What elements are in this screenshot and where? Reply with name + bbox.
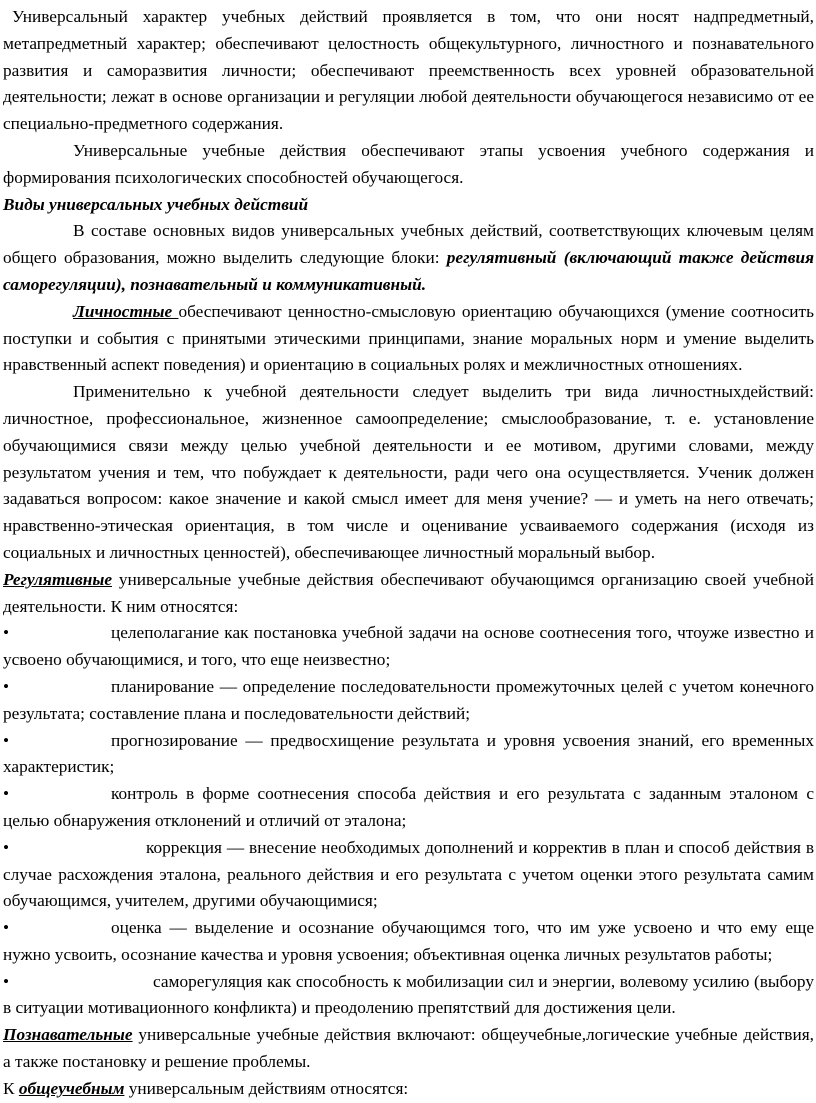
paragraph-regulatory bbox=[3, 567, 814, 621]
bullet-text: саморегуляция как способность к мобилизации сил и энергии, волевому усилию (выбору в ситуации мотивационного конфликта) и преодолению препятствий для достижения цели. bbox=[3, 971, 814, 1018]
paragraph-text: В составе основных видов универсальных учебных действий, соответствующих ключевым целям общего образования, можно выделить следующие блоки: bbox=[3, 221, 814, 268]
bullet-text: планирование — определение последовательности промежуточных целей с учетом конечного результата; составление плана и последовательности действий; bbox=[3, 676, 814, 723]
bullet-text: оценка — выделение и осознание обучающимся того, что им уже усвоено и что ему еще нужно усвоить, осознание качества и уровня усвоения; объективная оценка личных результатов работы; bbox=[3, 918, 814, 964]
paragraph-text: обеспечивают ценностно-смысловую ориентацию обучающихся (умение соотносить поступки и события с принятыми этическими принципами, знание моральных норм и умение выделить нравственный аспект поведения) и ориентацию в социальных ролях и межличностных отношениях. bbox=[3, 301, 814, 375]
bullet-symbol: • bbox=[3, 971, 10, 991]
section-heading: Виды универсальных учебных действий bbox=[3, 194, 309, 214]
bullet-symbol: • bbox=[3, 676, 10, 696]
term-personal: Личностные bbox=[73, 301, 179, 321]
paragraph-personal-actions bbox=[3, 379, 814, 567]
bullet-item bbox=[3, 620, 814, 674]
bullet-text: прогнозирование — предвосхищение результата и уровня усвоения знаний, его временных характеристик; bbox=[3, 730, 814, 777]
bullet-item bbox=[3, 728, 814, 782]
document-page bbox=[0, 4, 816, 1103]
paragraph-text: К bbox=[3, 1078, 19, 1098]
paragraph-text: Универсальный характер учебных действий проявляется в том, что они носят надпредметный, метапредметный характер; обеспечивают целостность общекультурного, личностного и познавательного развития и саморазвития личности; обеспечивают преемственность всех уровней образовательной деятельности; лежат в основе организации и регуляции любой деятельности обучающегося независимо от ее специально-предметного содержания. bbox=[3, 7, 814, 134]
bullet-symbol: • bbox=[3, 730, 10, 750]
bullet-symbol: • bbox=[3, 623, 10, 643]
bullet-text: коррекция — внесение необходимых дополнений и корректив в план и способ действия в случае расхождения эталона, реального действия и его результата с учетом оценки этого результата самим обучающимся, учителем, другими обучающимися; bbox=[3, 837, 814, 911]
bullet-text: целеполагание как постановка учебной задачи на основе соотнесения того, чтоуже известно и усвоено обучающимися, и того, что еще неизвестно; bbox=[3, 623, 814, 670]
bullet-symbol: • bbox=[3, 837, 10, 857]
bullet-text: контроль в форме соотнесения способа действия и его результата с заданным эталоном с целью обнаружения отклонений и отличий от эталона; bbox=[3, 784, 814, 830]
bullet-symbol: • bbox=[3, 918, 10, 938]
paragraph-blocks bbox=[3, 218, 814, 298]
term-regulatory: Регулятивные bbox=[3, 569, 112, 589]
paragraph-cognitive bbox=[3, 1022, 814, 1076]
term-general-educational: общеучебным bbox=[18, 1078, 125, 1098]
paragraph-text: Применительно к учебной деятельности следует выделить три вида личностныхдействий: личностное, профессиональное, жизненное самоопределение; смыслообразование, т. е. установление обучающимися связи между целью учебной деятельности и ее мотивом, другими словами, между результатом учения и тем, что побуждает к деятельности, ради чего она осуществляется. Ученик должен задаваться вопросом: какое значение и какой смысл имеет для меня учение? — и уметь на него отвечать; нравственно-этическая ориентация, в том числе и оценивание усваиваемого содержания (исходя из социальных и личностных ценностей), обеспечивающее личностный моральный выбор. bbox=[3, 382, 814, 562]
bullet-item bbox=[3, 915, 814, 969]
bullet-item bbox=[3, 969, 814, 1023]
bullet-item bbox=[3, 835, 814, 915]
term-cognitive: Познавательные bbox=[3, 1025, 133, 1045]
bullet-item bbox=[3, 781, 814, 835]
paragraph-text: универсальным действиям относятся: bbox=[124, 1078, 409, 1098]
paragraph-text: универсальные учебные действия включают: общеучебные,логические учебные действия, а также постановку и решение проблемы. bbox=[3, 1025, 814, 1072]
emphasized-blocks: регулятивный (включающий также действия саморегуляции), познавательный и коммуникативный. bbox=[3, 248, 814, 294]
paragraph-text: Универсальные учебные действия обеспечивают этапы усвоения учебного содержания и формирования психологических способностей обучающегося. bbox=[3, 140, 814, 187]
paragraph-universal-stages bbox=[3, 138, 814, 192]
paragraph-general-educational bbox=[3, 1076, 814, 1103]
bullet-symbol: • bbox=[3, 784, 10, 804]
paragraph-universal-character bbox=[3, 4, 814, 138]
paragraph-personal bbox=[3, 299, 814, 379]
paragraph-text: универсальные учебные действия обеспечивают обучающимся организацию своей учебной деятельности. К ним относятся: bbox=[3, 569, 814, 616]
bullet-item bbox=[3, 674, 814, 728]
